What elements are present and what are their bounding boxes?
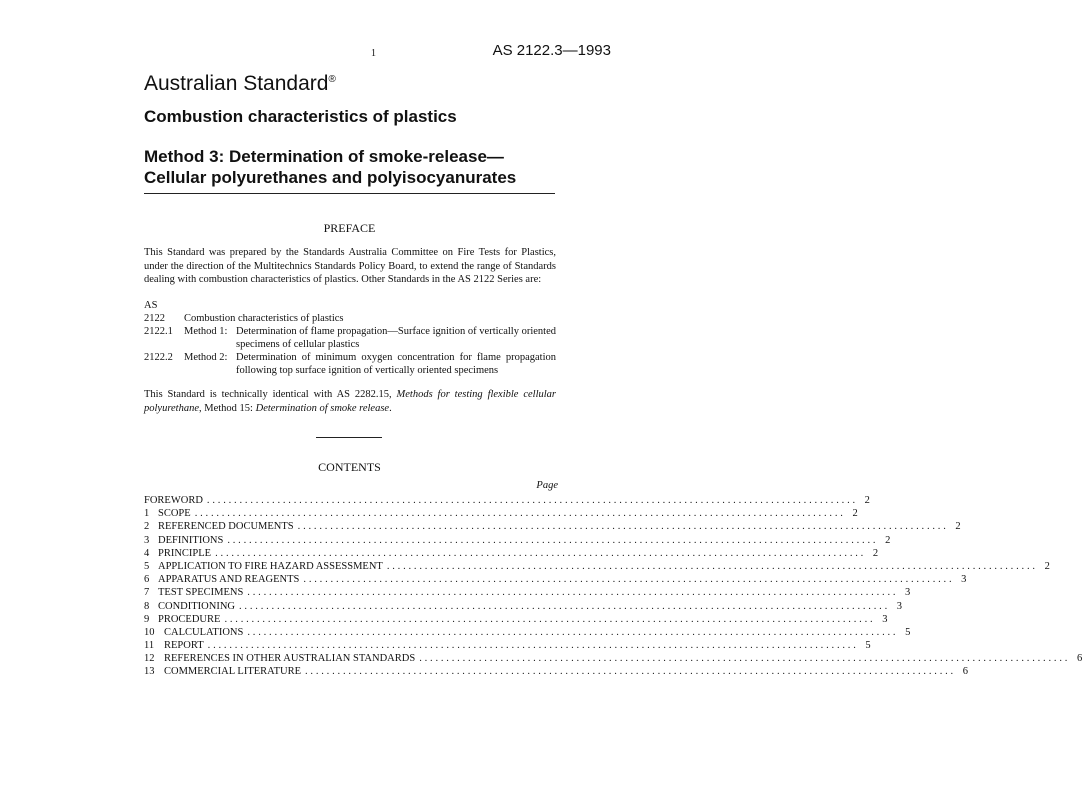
title-divider (144, 193, 555, 194)
registered-mark: ® (328, 74, 336, 85)
toc-entry-number: 12 (144, 653, 155, 665)
table-of-contents (144, 495, 1082, 680)
toc-leader-dots: ........................................................................................................................ (247, 587, 899, 599)
toc-entry-number: 5 (144, 560, 150, 572)
toc-entry[interactable] (144, 547, 879, 561)
toc-leader-dots: ........................................................................................................................ (215, 547, 867, 559)
toc-entry-label: APPARATUS AND REAGENTS (158, 574, 300, 586)
toc-leader-dots: ........................................................................................................................ (239, 600, 890, 612)
toc-entry-label: PROCEDURE (158, 613, 221, 625)
toc-entry-page: 3 (896, 600, 902, 612)
toc-entry-label: REFERENCES IN OTHER AUSTRALIAN STANDARDS (164, 653, 416, 665)
toc-entry-page: 5 (905, 626, 911, 638)
standard-method: Method 2: (184, 352, 228, 363)
toc-entry-page: 2 (955, 521, 961, 533)
identical-method: , Method 15: (199, 402, 253, 414)
toc-entry-page: 6 (1076, 653, 1082, 665)
standard-number: 2122 (144, 313, 165, 324)
standard-brand (144, 72, 336, 96)
standard-item (144, 325, 556, 351)
identical-statement (144, 388, 556, 415)
toc-entry-number: 8 (144, 600, 150, 612)
document-id: AS 2122.3—1993 (492, 42, 611, 59)
toc-entry-label: DEFINITIONS (158, 534, 224, 546)
standard-description: Combustion characteristics of plastics (184, 313, 344, 324)
toc-entry-page: 2 (872, 547, 879, 559)
standards-list (144, 299, 556, 377)
identical-end: . (389, 402, 392, 414)
toc-entry[interactable] (144, 613, 888, 627)
standard-item (144, 312, 556, 325)
toc-entry[interactable] (144, 560, 1050, 574)
standard-description: Determination of minimum oxygen concentration for flame propagation following top surface ignition of vertically oriented specimens (236, 352, 556, 376)
toc-entry-page: 3 (905, 587, 911, 599)
toc-leader-dots: ........................................................................................................................ (304, 666, 956, 678)
toc-leader-dots: ........................................................................................................................ (303, 574, 955, 586)
toc-entry-number: 2 (144, 521, 150, 533)
toc-leader-dots: ........................................................................................................................ (206, 495, 858, 506)
toc-entry-page: 6 (962, 666, 968, 678)
toc-leader-dots: ........................................................................................................................ (419, 653, 1071, 665)
standard-number: 2122.2 (144, 352, 173, 363)
standard-description: Determination of flame propagation—Surface ignition of vertically oriented specimens of cellular plastics (236, 326, 556, 350)
toc-leader-dots: ........................................................................................................................ (224, 613, 876, 625)
toc-entry-page: 5 (865, 640, 871, 652)
toc-entry-page: 2 (885, 534, 891, 546)
method-title (144, 146, 516, 188)
toc-entry-page: 3 (961, 574, 967, 586)
toc-entry-label: APPLICATION TO FIRE HAZARD ASSESSMENT (158, 560, 383, 572)
toc-leader-dots: ........................................................................................................................ (194, 508, 846, 520)
page-column-label: Page (536, 480, 558, 491)
toc-entry-label: CONDITIONING (158, 600, 235, 612)
toc-entry-number: 11 (144, 640, 155, 652)
preface-heading: PREFACE (323, 221, 376, 235)
toc-entry-number: 4 (144, 547, 150, 559)
toc-leader-dots: ........................................................................................................................ (207, 640, 859, 652)
standard-item (144, 351, 556, 377)
toc-leader-dots: ........................................................................................................................ (386, 560, 1038, 572)
toc-entry[interactable] (144, 640, 871, 653)
toc-entry[interactable] (144, 534, 891, 548)
standard-number: 2122.1 (144, 326, 173, 337)
standard-method: Method 1: (184, 326, 228, 337)
standards-list-header: AS (144, 300, 158, 311)
page-number: 1 (371, 48, 376, 59)
toc-entry-number: 6 (144, 574, 150, 586)
toc-entry-label: SCOPE (158, 508, 191, 520)
toc-entry-label: TEST SPECIMENS (158, 587, 244, 599)
toc-entry-label: COMMERCIAL LITERATURE (164, 666, 301, 678)
toc-entry-page: 2 (1044, 560, 1050, 572)
toc-entry[interactable] (144, 600, 902, 614)
identical-source-title: Methods for testing flexible cellular polyurethane (144, 389, 557, 414)
toc-entry-number: 3 (144, 534, 150, 546)
toc-entry[interactable] (144, 508, 858, 521)
toc-entry[interactable] (144, 521, 961, 534)
toc-entry-label: PRINCIPLE (158, 547, 212, 559)
toc-entry-page: 2 (864, 495, 870, 506)
toc-entry[interactable] (144, 653, 1082, 666)
toc-entry-number: 9 (144, 613, 150, 625)
toc-entry[interactable] (144, 587, 911, 600)
toc-entry-number: 13 (144, 666, 155, 678)
toc-entry-number: 7 (144, 587, 150, 599)
toc-entry-number: 1 (144, 508, 150, 520)
document-title: Combustion characteristics of plastics (144, 107, 457, 126)
toc-entry[interactable] (144, 626, 911, 640)
contents-heading: CONTENTS (318, 460, 381, 474)
toc-entry-number: 10 (144, 626, 155, 638)
toc-entry-label: FOREWORD (144, 495, 203, 506)
toc-leader-dots: ........................................................................................................................ (297, 521, 949, 533)
toc-entry-page: 2 (852, 508, 858, 520)
method-title-line-1: Method 3: Determination of smoke-release— (144, 147, 504, 166)
section-divider (316, 437, 382, 438)
toc-leader-dots: ........................................................................................................................ (227, 534, 879, 546)
toc-entry-label: REFERENCED DOCUMENTS (158, 521, 294, 533)
identical-prefix: This Standard is technically identical with AS 2282.15, (144, 389, 392, 400)
brand-name: Australian Standard (144, 72, 329, 95)
method-title-line-2: Cellular polyurethanes and polyisocyanurates (144, 168, 517, 187)
identical-method-title: Determination of smoke release (255, 402, 390, 414)
toc-entry-label: CALCULATIONS (164, 626, 244, 638)
toc-entry[interactable] (144, 666, 968, 679)
toc-leader-dots: ........................................................................................................................ (247, 626, 899, 638)
toc-entry-page: 3 (882, 613, 888, 625)
preface-paragraph: This Standard was prepared by the Standards Australia Committee on Fire Tests for Plastics, under the direction of the Multitechnics Standards Policy Board, to extend the range of Standards dealing with combustion characteristics of plastics. Other Standards in the AS 2122 Series are: (144, 247, 556, 285)
toc-entry[interactable] (144, 495, 870, 508)
toc-entry-label: REPORT (164, 640, 204, 652)
toc-entry[interactable] (144, 574, 967, 587)
